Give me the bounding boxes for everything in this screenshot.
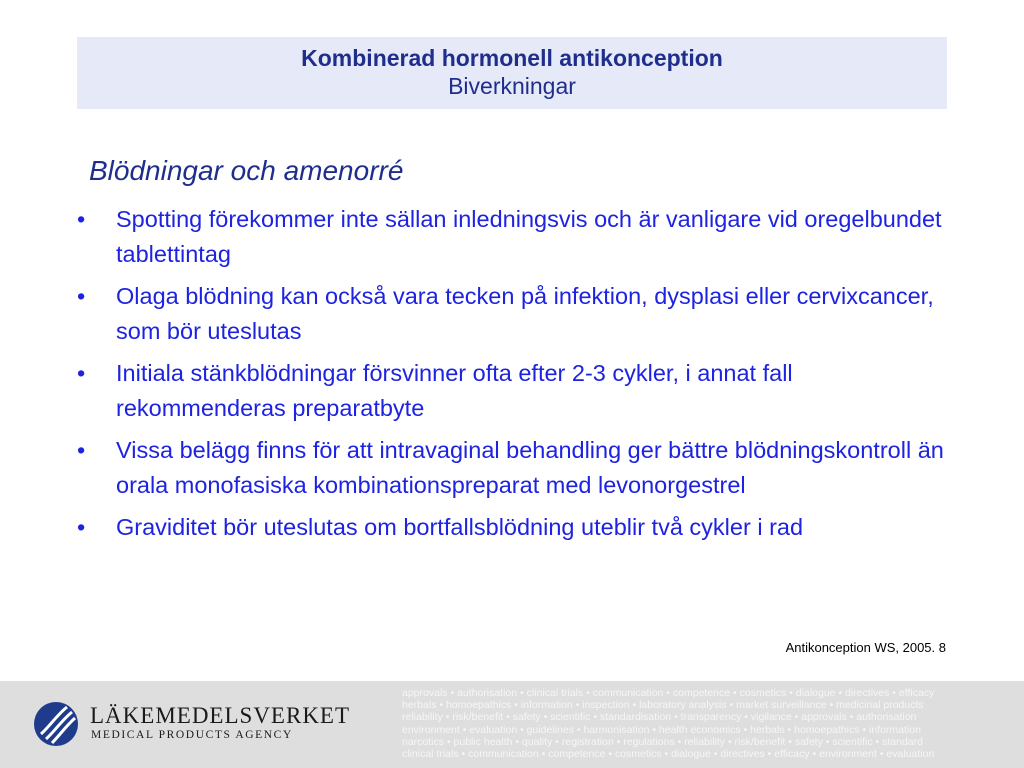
bullet-item: [0, 202, 1024, 272]
slide-title: Kombinerad hormonell antikonception: [301, 45, 723, 71]
bullet-text: Olaga blödning kan också vara tecken på infektion, dysplasi eller cervixcancer, som bör uteslutas: [116, 283, 934, 344]
bullet-icon: •: [77, 437, 86, 463]
slide-subtitle: Biverkningar: [448, 73, 576, 99]
bullet-item: [0, 356, 1024, 426]
bullet-item: [0, 510, 1024, 545]
footer-bar: [0, 681, 1024, 768]
bullet-item: [0, 279, 1024, 349]
watermark-line: herbals • homoepathics • information • inspection • laboratory analysis • market surveillance • medicinal products: [402, 699, 924, 712]
keyword-watermark: [402, 687, 1024, 760]
agency-logo-icon: [33, 701, 79, 747]
bullet-item: [0, 433, 1024, 503]
watermark-line: narcotics • public health • quality • registration • regulations • reliability • risk/benefit • safety • scientific • standard: [402, 735, 923, 748]
slide-title-box: [77, 37, 947, 109]
watermark-line: approvals • authorisation • clinical trials • communication • competence • cosmetics • dialogue • directives • efficacy: [402, 687, 935, 699]
bullet-icon: •: [77, 514, 86, 540]
slide-footnote: Antikonception WS, 2005. 8: [785, 640, 946, 655]
section-heading: Blödningar och amenorré: [89, 155, 404, 186]
bullet-text: Spotting förekommer inte sällan inledningsvis och är vanligare vid oregelbundet tablettintag: [116, 206, 942, 267]
watermark-line: environment • evaluation • guidelines • harmonisation • health economics • herbals • homoepathics • information: [402, 723, 921, 736]
agency-logo-name: LÄKEMEDELSVERKET: [90, 703, 351, 728]
bullet-text: Initiala stänkblödningar försvinner ofta efter 2-3 cykler, i annat fall rekommenderas preparatbyte: [116, 360, 793, 421]
bullet-list: [0, 202, 1024, 552]
watermark-line: clinical trials • communication • competence • cosmetics • dialogue • directives • efficacy • environment • evaluation: [402, 748, 935, 761]
bullet-icon: •: [77, 206, 86, 232]
agency-logo-subtitle: MEDICAL PRODUCTS AGENCY: [91, 729, 293, 741]
bullet-icon: •: [77, 283, 86, 309]
bullet-icon: •: [77, 360, 86, 386]
watermark-line: reliability • risk/benefit • safety • scientific • standardisation • transparency • vigilance • approvals • authorisation: [402, 711, 917, 724]
bullet-text: Graviditet bör uteslutas om bortfallsblödning uteblir två cykler i rad: [116, 514, 804, 540]
bullet-text: Vissa belägg finns för att intravaginal behandling ger bättre blödningskontroll än orala monofasiska kombinationspreparat med levonorgestrel: [116, 437, 944, 498]
